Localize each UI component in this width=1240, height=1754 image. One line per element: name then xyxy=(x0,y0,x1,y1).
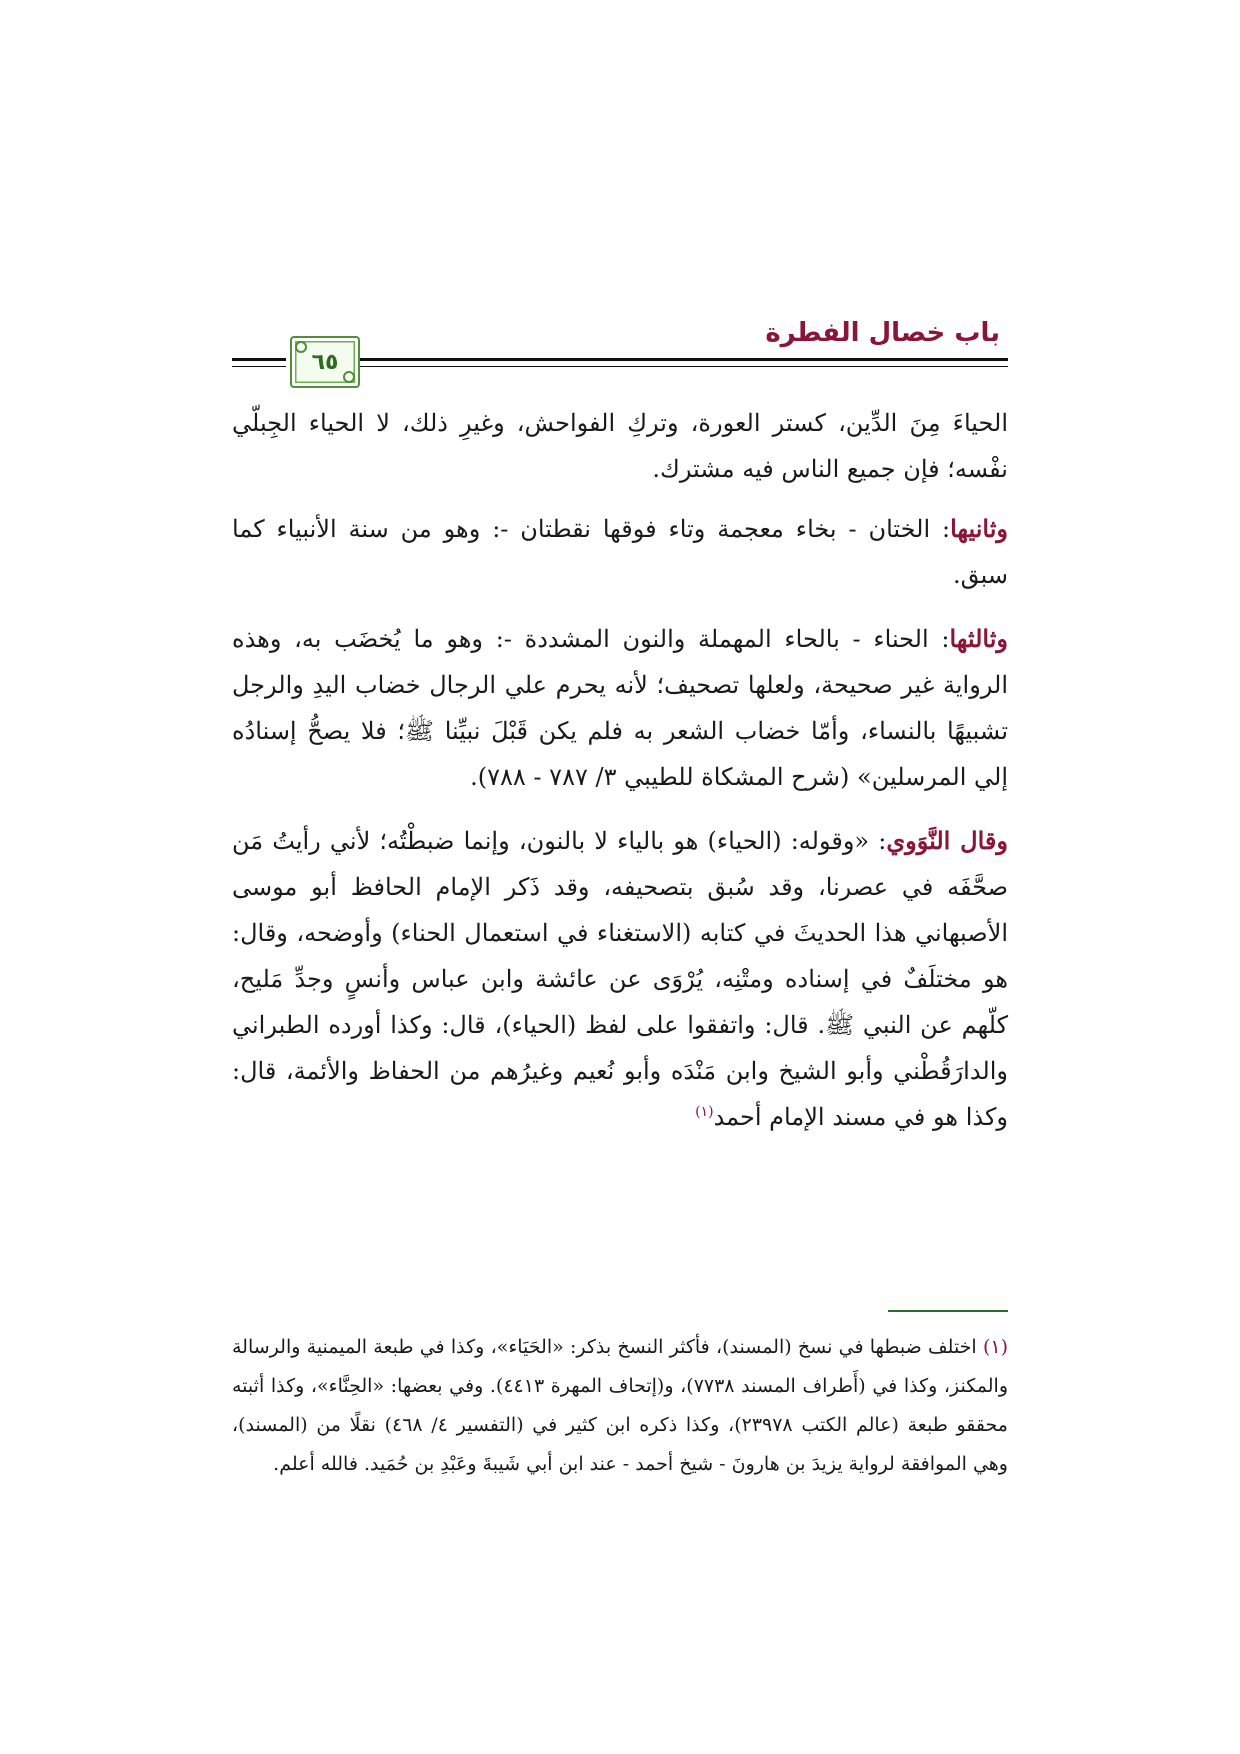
page-header xyxy=(0,0,1240,420)
header-rule-right-top xyxy=(360,358,1008,361)
paragraph-3-text: : الحناء - بالحاء المهملة والنون المشددة -: وهو ما يُخضَب به، وهذه الرواية غير صحيحة، ولعلها تصحيف؛ لأنه يحرم علي الرجال خضاب اليدِ والرجل تشبيهًا بالنساء، وأمّا خضاب الشعر به فلم يكن قَبْلَ نبيِّنا ﷺ؛ فلا يصحُّ إسنادُه إلي المرسلين» xyxy=(232,625,1008,791)
paragraph-4-text: : «وقوله: (الحياء) هو بالياء لا بالنون، وإنما ضبطْتُه؛ لأني رأيتُ مَن صحَّفَه في عصرنا، وقد سُبق بتصحيفه، وقد ذَكر الإمام الحافظ أبو موسى الأصبهاني هذا الحديثَ في كتابه (الاستغناء في استعمال الحناء) وأوضحه، وقال: هو مختلَفٌ في إسناده ومتْنِه، يُرْوَى عن عائشة وابن عباس وأنسٍ وجدِّ مَليح، كلّهم عن النبي ﷺ. قال: واتفقوا على لفظ (الحياء)، قال: وكذا أورده الطبراني والدارَقُطْني وأبو الشيخ وابن مَنْدَه وأبو نُعيم وغيرُهم من الحفاظ والأئمة، قال: وكذا هو في مسند الإمام أحمد xyxy=(232,827,1009,1131)
paragraph-1: الحياءَ مِنَ الدِّين، كستر العورة، وتركِ الفواحش، وغيرِ ذلك، لا الحياء الجِبلّي نفْسه؛ فإن جميع الناس فيه مشترك. xyxy=(232,409,1008,483)
paragraph-2-label: وثانيها xyxy=(950,514,1008,543)
header-rule-left-bottom xyxy=(232,366,286,367)
footnotes xyxy=(232,1328,1008,1484)
header-rule-right-bottom xyxy=(360,366,1008,367)
main-text xyxy=(232,400,1008,1158)
footnote-1-number: (١) xyxy=(982,1336,1008,1358)
footnote-1-text: اختلف ضبطها في نسخ (المسند)، فأكثر النسخ بذكر: «الحَيَاء»، وكذا في طبعة الميمنية والرسالة والمكنز، وكذا في (أَطراف المسند ٧٧٣٨)، و(إتحاف المهرة ٤٤١٣). وفي بعضها: «الحِنَّاء»، وكذا أثبته محققو طبعة (عالم الكتب ٢٣٩٧٨)، وكذا ذكره ابن كثير في (التفسير ٤/ ٤٦٨) نقلًا من (المسند)، وهي الموافقة لرواية يزيدَ بن هارونَ - شيخ أحمد - عند ابن أبي شَيبةَ وعَبْدِ بن حُمَيد. فالله أعلم. xyxy=(232,1336,1008,1475)
paragraph-3-label: وثالثها xyxy=(949,624,1008,653)
footnote-reference: (١) xyxy=(695,1104,714,1120)
header-rule-left-top xyxy=(232,358,286,361)
paragraph-3-source: (شرح المشكاة للطيبي ٣/ ٧٨٧ - ٧٨٨). xyxy=(470,763,850,791)
footnote-1 xyxy=(232,1328,1008,1484)
paragraph-3 xyxy=(232,616,1008,800)
footnote-separator xyxy=(888,1310,1008,1312)
page-number: ٦٥ xyxy=(311,349,339,375)
paragraph-4-label: وقال النَّوَوي xyxy=(886,826,1008,855)
paragraph-2 xyxy=(232,506,1008,598)
chapter-title: باب خصال الفطرة xyxy=(765,318,1000,348)
paragraph-4 xyxy=(232,818,1008,1140)
page-number-frame xyxy=(290,336,360,388)
paragraph-2-text: : الختان - بخاء معجمة وتاء فوقها نقطتان -: وهو من سنة الأنبياء كما سبق. xyxy=(232,515,1008,589)
